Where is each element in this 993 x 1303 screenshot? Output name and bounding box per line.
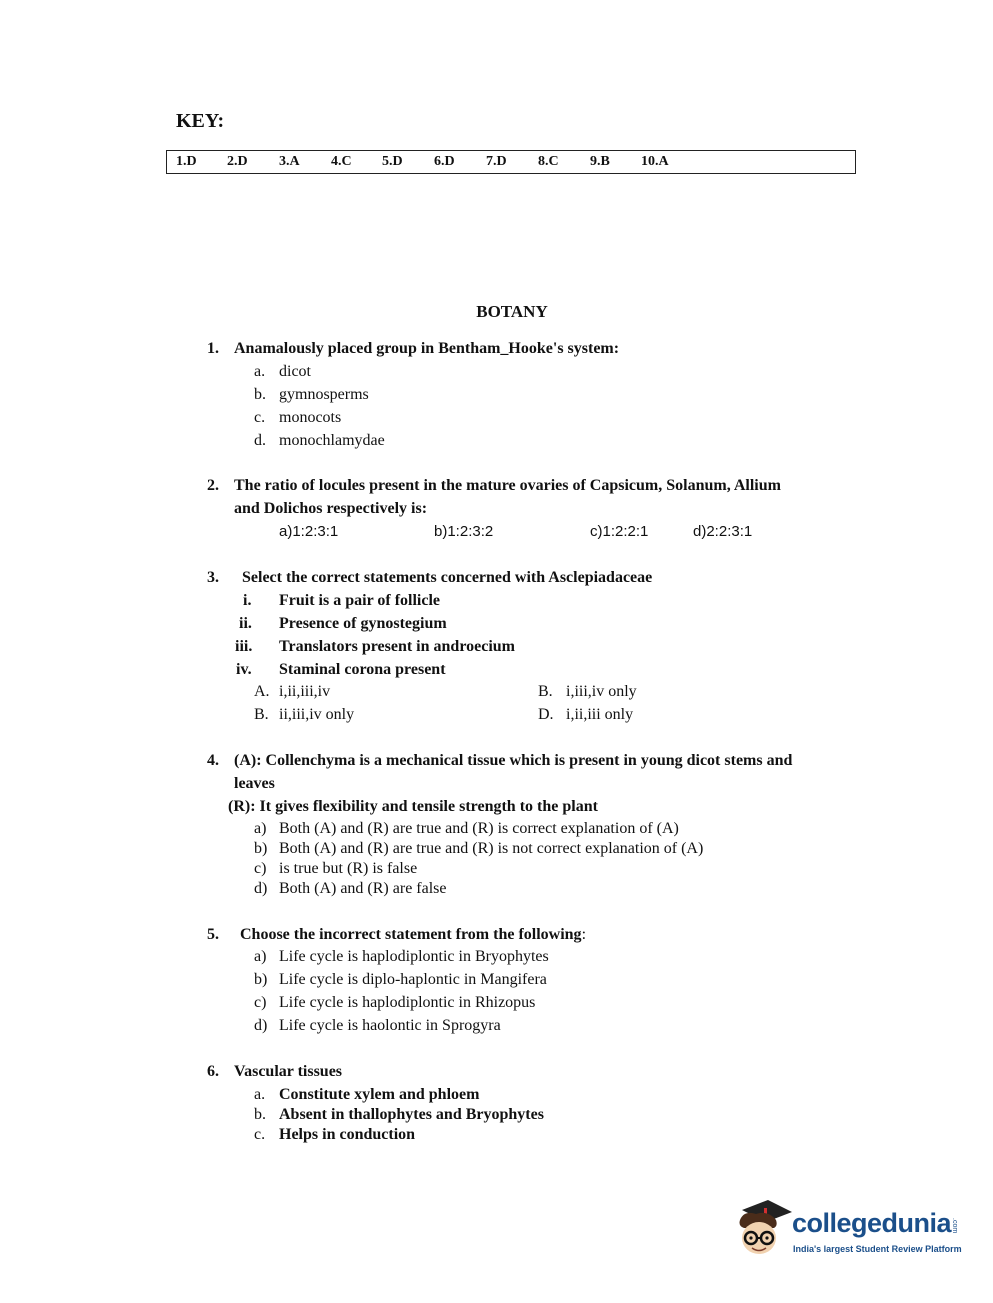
question-text: The ratio of locules present in the mature ovaries of Capsicum, Solanum, Allium [234,477,781,494]
statement-text: Fruit is a pair of follicle [279,592,441,609]
option-label: d. [254,432,266,449]
option-label: b) [254,971,268,988]
option-text: Absent in thallophytes and Bryophytes [279,1106,544,1123]
option-text: Life cycle is haolontic in Sprogyra [279,1017,501,1034]
statement-text: Staminal corona present [279,661,446,678]
key-answer: 5.D [382,154,403,169]
key-answer: 7.D [486,154,507,169]
option-text: is true but (R) is false [279,860,418,877]
key-answer: 6.D [434,154,455,169]
option-label: D. [538,706,554,723]
option-label: b) [254,840,268,857]
option-text: Both (A) and (R) are true and (R) is correct explanation of (A) [279,820,679,837]
section-title: BOTANY [476,302,548,321]
option-label: c. [254,1126,266,1143]
option-text: i,ii,iii,iv [279,683,331,700]
key-title: KEY: [176,110,225,132]
key-answer: 3.A [279,154,300,169]
option-label: d) [254,1017,268,1034]
option-label: a) [254,948,267,965]
question-number: 4. [207,752,219,769]
brand-suffix: .com [951,1218,958,1234]
option-text: i,iii,iv only [566,683,637,700]
option-text: dicot [279,363,311,380]
option-label: c) [254,860,267,877]
question-text: Choose the incorrect statement from the following [240,926,582,943]
statement-label: ii. [239,615,252,632]
option-text: Life cycle is haplodiplontic in Bryophytes [279,948,549,965]
statement-label: i. [243,592,252,609]
question-text: and Dolichos respectively is: [234,500,428,517]
statement-label: iv. [236,661,252,678]
option-label: B. [254,706,269,723]
option-label: c) [254,994,267,1011]
option-text: monocots [279,409,342,426]
option-text: i,ii,iii only [566,706,634,723]
question-number: 3. [207,569,219,586]
statement-label: iii. [235,638,253,655]
option-label: a. [254,363,266,380]
option-label: d) [254,880,268,897]
option-text: Constitute xylem and phloem [279,1086,480,1103]
assertion-text: leaves [234,775,275,792]
option-label: A. [254,683,270,700]
option-text: Both (A) and (R) are false [279,880,447,897]
option-text: ii,iii,iv only [279,706,355,723]
option-text: b)1:2:3:2 [434,523,494,540]
option-text: c)1:2:2:1 [590,523,649,540]
option-text: Life cycle is haplodiplontic in Rhizopus [279,994,536,1011]
option-label: c. [254,409,266,426]
question-number: 5. [207,926,219,943]
answer-key-box [166,150,856,174]
mascot-icon [734,1196,794,1262]
option-text: gymnosperms [279,386,369,403]
key-answer: 8.C [538,154,559,169]
option-text: monochlamydae [279,432,385,449]
key-answer: 4.C [331,154,352,169]
assertion-text: (A): Collenchyma is a mechanical tissue which is present in young dicot stems and [234,752,793,769]
question-number: 1. [207,340,219,357]
option-text: Both (A) and (R) are true and (R) is not correct explanation of (A) [279,840,704,857]
key-answer: 2.D [227,154,248,169]
key-answer: 10.A [641,154,669,169]
question-text-suffix: : [581,926,587,943]
option-text: Helps in conduction [279,1126,416,1143]
key-answer: 9.B [590,154,610,169]
option-label: b. [254,1106,266,1123]
statement-text: Presence of gynostegium [279,615,447,632]
question-text: Select the correct statements concerned with Asclepiadaceae [242,569,653,586]
option-text: Life cycle is diplo-haplontic in Mangifera [279,971,547,988]
reason-text: (R): It gives flexibility and tensile strength to the plant [228,798,598,815]
statement-text: Translators present in androecium [279,638,516,655]
question-text: Vascular tissues [234,1063,343,1080]
brand-name: collegedunia [792,1208,952,1238]
option-label: a. [254,1086,266,1103]
question-text: Anamalously placed group in Bentham_Hooke's system: [234,340,620,357]
brand-tagline: India's largest Student Review Platform [793,1244,962,1254]
key-answer: 1.D [176,154,197,169]
collegedunia-logo [734,1196,964,1266]
option-text: d)2:2:3:1 [693,523,753,540]
option-label: B. [538,683,553,700]
question-number: 6. [207,1063,219,1080]
question-number: 2. [207,477,219,494]
option-text: a)1:2:3:1 [279,523,339,540]
option-label: b. [254,386,266,403]
option-label: a) [254,820,267,837]
